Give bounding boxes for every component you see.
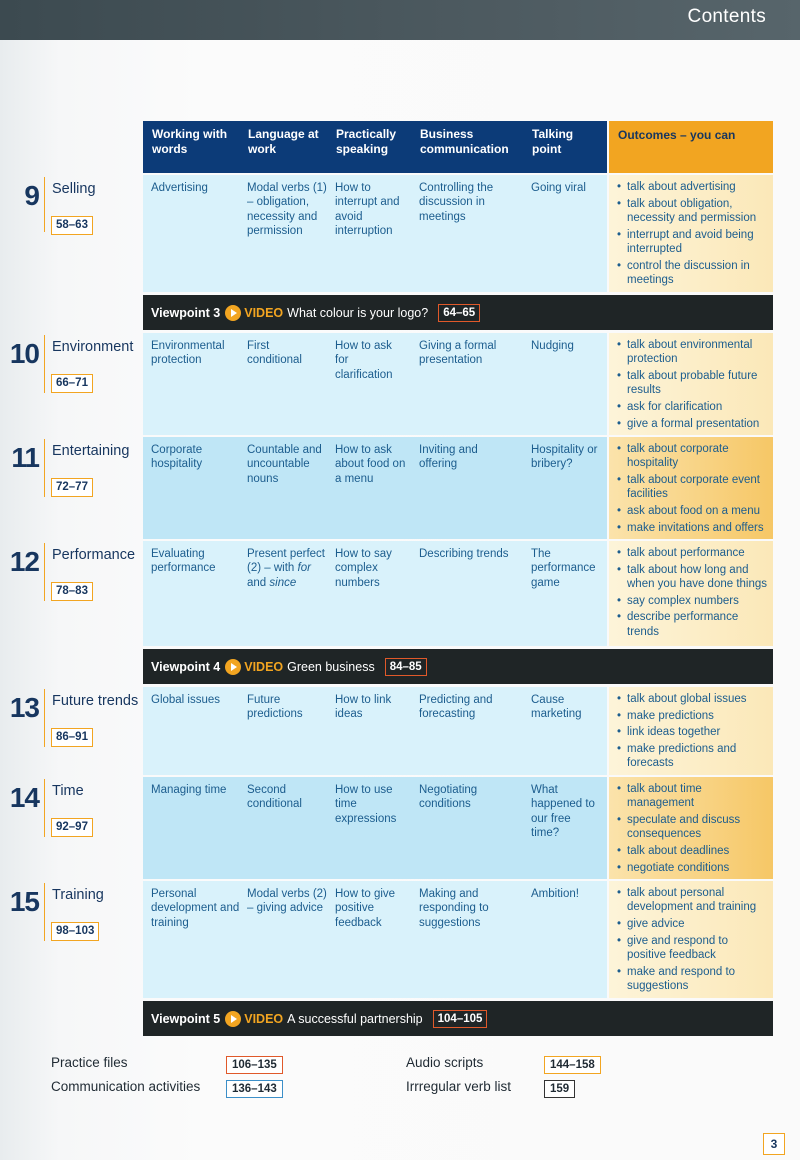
outcome-item: • talk about time management bbox=[616, 782, 769, 810]
cell-language-for: for bbox=[297, 562, 311, 575]
cell-talking-point: The performance game bbox=[531, 548, 596, 589]
viewpoint-title: A successful partnership bbox=[287, 1012, 423, 1026]
unit-cells bbox=[143, 541, 607, 646]
cell-business-communication: Negotiating conditions bbox=[419, 784, 478, 811]
cell-practically-speaking: How to use time expressions bbox=[335, 784, 397, 825]
column-header-outcomes: Outcomes – you can bbox=[618, 128, 736, 142]
cell-working-with-words: Environmental protection bbox=[151, 340, 225, 367]
video-label: VIDEO bbox=[244, 306, 284, 320]
cell-language-at-work: Future predictions bbox=[247, 694, 303, 721]
page-number: 3 bbox=[763, 1133, 785, 1155]
unit-row bbox=[0, 175, 800, 292]
outcomes-list bbox=[616, 338, 769, 433]
cell-business-communication: Making and responding to suggestions bbox=[419, 888, 489, 929]
cell-practically-speaking: How to say complex numbers bbox=[335, 548, 392, 589]
cell-working-with-words: Managing time bbox=[151, 784, 227, 796]
outcome-item: • talk about deadlines bbox=[616, 844, 769, 858]
column-header-talking-point: Talking point bbox=[532, 127, 574, 156]
cell-language-at-work: Modal verbs (1) – obligation, necessity and permission bbox=[247, 182, 327, 238]
unit-divider bbox=[44, 177, 45, 232]
viewpoint-bar[interactable] bbox=[143, 649, 773, 684]
unit-row bbox=[0, 437, 800, 539]
viewpoint-bar[interactable] bbox=[143, 1001, 773, 1036]
outcomes-list bbox=[616, 782, 769, 877]
unit-cells bbox=[143, 175, 607, 292]
unit-pages[interactable]: 72–77 bbox=[51, 478, 93, 497]
footer-pages-practice-files[interactable]: 106–135 bbox=[226, 1056, 283, 1074]
outcome-item: • interrupt and avoid being interrupted bbox=[616, 228, 769, 256]
outcome-item: • make and respond to suggestions bbox=[616, 965, 769, 993]
play-icon bbox=[225, 305, 241, 321]
outcomes-list bbox=[616, 442, 769, 537]
viewpoint-label: Viewpoint 3 bbox=[151, 306, 221, 320]
cell-language-text: Present perfect (2) – with bbox=[247, 548, 325, 575]
unit-divider bbox=[44, 689, 45, 747]
unit-number: 15 bbox=[9, 886, 39, 917]
viewpoint-title: What colour is your logo? bbox=[287, 306, 429, 320]
outcomes-cell bbox=[609, 437, 773, 539]
outcome-item: • talk about corporate event facilities bbox=[616, 473, 769, 501]
cell-practically-speaking: How to ask for clarification bbox=[335, 340, 393, 381]
cell-working-with-words: Evaluating performance bbox=[151, 548, 216, 575]
unit-divider bbox=[44, 439, 45, 497]
outcome-item: • speculate and discuss consequences bbox=[616, 813, 769, 841]
column-header-working-with-words: Working with words bbox=[152, 127, 228, 156]
unit-divider bbox=[44, 779, 45, 837]
footer-label-communication-activities[interactable]: Communication activities bbox=[51, 1079, 201, 1094]
unit-number: 14 bbox=[9, 782, 39, 813]
cell-practically-speaking: How to link ideas bbox=[335, 694, 392, 721]
viewpoint-pages[interactable]: 64–65 bbox=[438, 304, 480, 322]
outcome-item: • talk about personal development and training bbox=[616, 886, 769, 914]
footer-pages-irregular-verb-list[interactable]: 159 bbox=[544, 1080, 575, 1098]
outcomes-list bbox=[616, 886, 769, 995]
cell-talking-point: What happened to our free time? bbox=[531, 784, 595, 840]
unit-number: 12 bbox=[9, 546, 39, 577]
unit-row bbox=[0, 687, 800, 775]
column-header-row bbox=[143, 121, 607, 173]
unit-divider bbox=[44, 335, 45, 393]
outcome-item: • describe performance trends bbox=[616, 610, 769, 638]
cell-talking-point: Hospitality or bribery? bbox=[531, 444, 598, 471]
unit-divider bbox=[44, 883, 45, 941]
unit-title[interactable]: Time bbox=[52, 783, 84, 799]
video-label: VIDEO bbox=[244, 660, 284, 674]
column-header-practically-speaking: Practically speaking bbox=[336, 127, 397, 156]
outcome-item: • ask for clarification bbox=[616, 400, 769, 414]
cell-language-and: and bbox=[247, 576, 267, 589]
unit-cells bbox=[143, 333, 607, 435]
unit-pages[interactable]: 78–83 bbox=[51, 582, 93, 601]
page-heading: Contents bbox=[687, 6, 766, 27]
column-header-outcomes-cell bbox=[609, 121, 773, 173]
viewpoint-bar[interactable] bbox=[143, 295, 773, 330]
outcome-item: • give advice bbox=[616, 917, 769, 931]
outcomes-cell bbox=[609, 175, 773, 292]
unit-title[interactable]: Training bbox=[52, 887, 104, 903]
cell-language-at-work: Modal verbs (2) – giving advice bbox=[247, 888, 327, 915]
cell-working-with-words: Personal development and training bbox=[151, 888, 240, 929]
cell-talking-point: Nudging bbox=[531, 340, 574, 352]
outcome-item: • talk about corporate hospitality bbox=[616, 442, 769, 470]
unit-row bbox=[0, 881, 800, 998]
outcome-item: • say complex numbers bbox=[616, 594, 769, 608]
unit-row bbox=[0, 777, 800, 879]
outcome-item: • make predictions and forecasts bbox=[616, 742, 769, 770]
unit-title[interactable]: Entertaining bbox=[52, 443, 130, 459]
viewpoint-title: Green business bbox=[287, 660, 375, 674]
column-header-business-communication: Business communication bbox=[420, 127, 509, 156]
unit-title[interactable]: Performance bbox=[52, 547, 136, 563]
outcome-item: • talk about probable future results bbox=[616, 369, 769, 397]
cell-language-at-work: Countable and uncountable nouns bbox=[247, 444, 322, 485]
unit-number: 9 bbox=[24, 180, 39, 211]
unit-row bbox=[0, 541, 800, 646]
footer-label-irregular-verb-list[interactable]: Irrregular verb list bbox=[406, 1079, 512, 1094]
outcome-item: • talk about obligation, necessity and permission bbox=[616, 197, 769, 225]
unit-number: 10 bbox=[9, 338, 39, 369]
viewpoint-label: Viewpoint 4 bbox=[151, 660, 221, 674]
outcomes-list bbox=[616, 546, 769, 641]
footer-label-practice-files[interactable]: Practice files bbox=[51, 1055, 128, 1070]
play-icon bbox=[225, 1011, 241, 1027]
outcome-item: • talk about advertising bbox=[616, 180, 769, 194]
unit-pages[interactable]: 92–97 bbox=[51, 818, 93, 837]
unit-pages[interactable]: 98–103 bbox=[51, 922, 99, 941]
cell-working-with-words: Global issues bbox=[151, 694, 221, 706]
unit-number: 11 bbox=[11, 442, 39, 473]
unit-cells bbox=[143, 687, 607, 775]
cell-working-with-words: Corporate hospitality bbox=[151, 444, 203, 471]
outcome-item: • give and respond to positive feedback bbox=[616, 934, 769, 962]
outcomes-cell bbox=[609, 777, 773, 879]
outcomes-cell bbox=[609, 687, 773, 775]
viewpoint-pages[interactable]: 84–85 bbox=[385, 658, 427, 676]
outcome-item: • ask about food on a menu bbox=[616, 504, 769, 518]
cell-business-communication: Inviting and offering bbox=[419, 444, 478, 471]
cell-business-communication: Predicting and forecasting bbox=[419, 694, 493, 721]
cell-business-communication: Controlling the discussion in meetings bbox=[419, 182, 494, 223]
viewpoint-pages[interactable]: 104–105 bbox=[433, 1010, 488, 1028]
unit-cells bbox=[143, 881, 607, 998]
outcome-item: • talk about environmental protection bbox=[616, 338, 769, 366]
cell-business-communication: Describing trends bbox=[419, 548, 509, 560]
top-bar bbox=[0, 0, 800, 40]
unit-title[interactable]: Selling bbox=[52, 181, 96, 197]
unit-title[interactable]: Environment bbox=[52, 339, 134, 355]
footer-label-audio-scripts[interactable]: Audio scripts bbox=[406, 1055, 484, 1070]
column-header-language-at-work: Language at work bbox=[248, 127, 319, 156]
cell-talking-point: Ambition! bbox=[531, 888, 579, 900]
unit-cells bbox=[143, 437, 607, 539]
cell-practically-speaking: How to interrupt and avoid interruption bbox=[335, 182, 400, 238]
footer-pages-communication-activities[interactable]: 136–143 bbox=[226, 1080, 283, 1098]
outcomes-list bbox=[616, 180, 769, 289]
unit-row bbox=[0, 333, 800, 435]
viewpoint-label: Viewpoint 5 bbox=[151, 1012, 221, 1026]
unit-title[interactable]: Future trends bbox=[52, 693, 139, 709]
cell-language-since: since bbox=[269, 576, 297, 589]
outcome-item: • link ideas together bbox=[616, 725, 769, 739]
cell-business-communication: Giving a formal presentation bbox=[419, 340, 497, 367]
cell-language-at-work bbox=[247, 547, 327, 590]
outcomes-cell bbox=[609, 881, 773, 998]
outcomes-cell bbox=[609, 333, 773, 435]
unit-number: 13 bbox=[9, 692, 39, 723]
outcomes-cell bbox=[609, 541, 773, 646]
outcome-item: • talk about global issues bbox=[616, 692, 769, 706]
unit-cells bbox=[143, 777, 607, 879]
cell-language-at-work: First conditional bbox=[247, 340, 302, 367]
cell-practically-speaking: How to ask about food on a menu bbox=[335, 444, 406, 485]
outcome-item: • make predictions bbox=[616, 709, 769, 723]
cell-practically-speaking: How to give positive feedback bbox=[335, 888, 396, 929]
outcome-item: • talk about performance bbox=[616, 546, 769, 560]
play-icon bbox=[225, 659, 241, 675]
cell-working-with-words: Advertising bbox=[151, 182, 208, 194]
unit-pages[interactable]: 66–71 bbox=[51, 374, 93, 393]
unit-divider bbox=[44, 543, 45, 601]
outcome-item: • make invitations and offers bbox=[616, 521, 769, 535]
video-label: VIDEO bbox=[244, 1012, 284, 1026]
cell-talking-point: Cause marketing bbox=[531, 694, 582, 721]
cell-talking-point: Going viral bbox=[531, 182, 586, 194]
footer-pages-audio-scripts[interactable]: 144–158 bbox=[544, 1056, 601, 1074]
unit-pages[interactable]: 58–63 bbox=[51, 216, 93, 235]
outcome-item: • talk about how long and when you have done things bbox=[616, 563, 769, 591]
unit-pages[interactable]: 86–91 bbox=[51, 728, 93, 747]
outcome-item: • give a formal presentation bbox=[616, 417, 769, 431]
outcome-item: • control the discussion in meetings bbox=[616, 259, 769, 287]
outcomes-list bbox=[616, 692, 769, 773]
outcome-item: • negotiate conditions bbox=[616, 861, 769, 875]
cell-language-at-work: Second conditional bbox=[247, 784, 302, 811]
